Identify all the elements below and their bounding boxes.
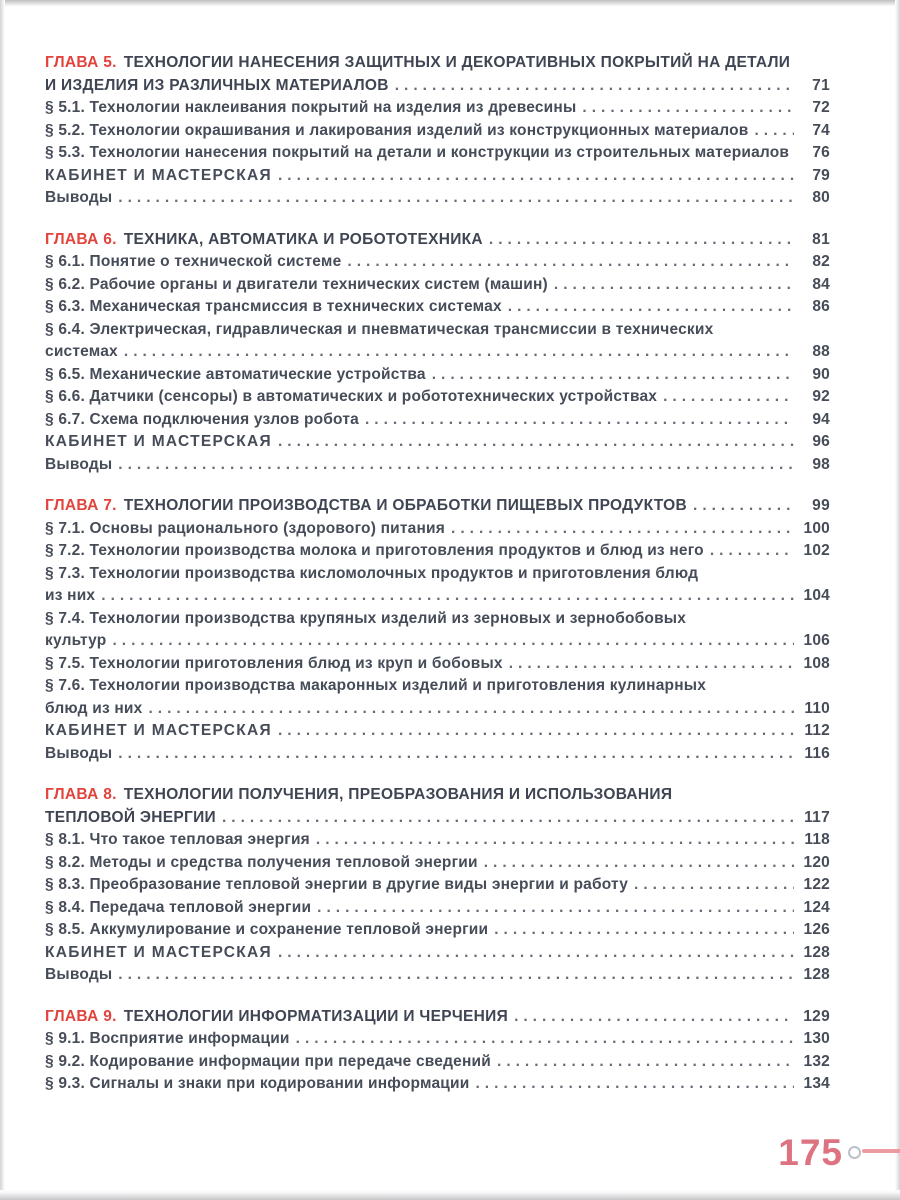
toc-item[interactable] (45, 364, 830, 387)
toc-entry-page-ref: 118 (804, 831, 830, 848)
toc-entry-page-ref: 117 (804, 808, 830, 826)
toc-entry-lastline (45, 296, 830, 319)
toc-entry-page-ref: 76 (812, 144, 830, 161)
toc-entry-page-ref: 132 (803, 1052, 830, 1070)
toc-item[interactable] (45, 518, 830, 541)
toc-entry-text (45, 165, 794, 188)
toc-entry-text-span: § 9.3. Сигналы и знаки при кодировании информации (45, 1075, 470, 1092)
toc-entry-lastline (45, 829, 830, 852)
toc-chapter (45, 1006, 830, 1096)
toc-entry-text-span: § 6.5. Механические автоматические устройства (45, 365, 426, 383)
toc-entry-lastline (45, 1073, 830, 1096)
toc-entry-text-span: § 5.2. Технологии окрашивания и лакирования изделий из конструкционных материалов (45, 121, 749, 139)
toc-entry-text-span: § 8.2. Методы и средства получения тепловой энергии (45, 853, 478, 871)
toc-entry-lastline (45, 585, 830, 608)
toc-entry-text-span: КАБИНЕТ И МАСТЕРСКАЯ (45, 943, 272, 961)
toc-entry-text-span: § 8.4. Передача тепловой энергии (45, 898, 312, 916)
toc-entry-lastline (45, 964, 830, 987)
toc-entry-lastline (45, 454, 830, 477)
toc-item[interactable] (45, 874, 830, 897)
toc-chapter (45, 495, 830, 765)
toc-entry-text (45, 807, 794, 830)
toc-entry-text (45, 942, 794, 965)
toc-item[interactable] (45, 964, 830, 987)
toc-entry-text-span: КАБИНЕТ И МАСТЕРСКАЯ (45, 166, 272, 184)
toc-entry-text: ТЕХНОЛОГИИ ПОЛУЧЕНИЯ, ПРЕОБРАЗОВАНИЯ И ИСПОЛЬЗОВАНИЯ (123, 786, 673, 803)
toc-entry-text-span: § 8.1. Что такое тепловая энергия (45, 831, 310, 848)
toc-entry-text-span: § 6.3. Механическая трансмиссия в технических системах (45, 298, 502, 315)
toc-entry-text-span: КАБИНЕТ И МАСТЕРСКАЯ (45, 722, 272, 739)
toc-entry-lastline (45, 1028, 830, 1051)
toc-entry-page-ref: 108 (803, 654, 830, 672)
toc-entry-text: § 6.4. Электрическая, гидравлическая и пневматическая трансмиссии в технических (45, 320, 714, 338)
toc-entry-lastline (45, 431, 830, 454)
toc-entry-text (45, 274, 794, 297)
toc-entry-lastline (45, 229, 830, 252)
toc-entry-text (45, 829, 794, 852)
page-edge-bottom (0, 1190, 900, 1200)
toc-entry-page-ref: 128 (803, 966, 830, 983)
chapter-label: ГЛАВА 6. (45, 230, 117, 248)
toc-chapter-title[interactable] (45, 784, 830, 829)
toc-entry-text-span: Выводы (45, 189, 113, 206)
toc-entry-text (45, 341, 794, 364)
toc-entry-line (45, 608, 830, 631)
toc-entry-text-span: ТЕХНИКА, АВТОМАТИКА И РОБОТОТЕХНИКА (123, 230, 483, 248)
toc-entry-text (45, 229, 794, 252)
toc-entry-line (45, 563, 830, 586)
toc-entry-text (45, 1051, 794, 1074)
toc-entry-lastline (45, 409, 830, 432)
toc-item[interactable] (45, 563, 830, 608)
toc-entry-text-span: И ИЗДЕЛИЯ ИЗ РАЗЛИЧНЫХ МАТЕРИАЛОВ (45, 76, 389, 94)
toc-entry-text-span: КАБИНЕТ И МАСТЕРСКАЯ (45, 433, 272, 450)
toc-item[interactable] (45, 608, 830, 653)
toc-entry-text: § 7.6. Технологии производства макаронных изделий и приготовления кулинарных (45, 677, 707, 694)
toc-entry-lastline (45, 120, 830, 143)
toc-item[interactable] (45, 1051, 830, 1074)
toc-entry-text-span: § 9.2. Кодирование информации при передаче сведений (45, 1052, 492, 1070)
toc-entry-lastline (45, 698, 830, 721)
toc-entry-text (45, 518, 794, 541)
toc-entry-text (45, 1028, 794, 1051)
toc-entry-page-ref: 98 (812, 455, 830, 473)
toc-entry-lastline (45, 165, 830, 188)
toc-entry-page-ref: 86 (812, 298, 830, 315)
toc-entry-text-span: § 7.1. Основы рационального (здорового) питания (45, 519, 446, 537)
toc-entry-page-ref: 99 (812, 497, 830, 514)
marker-line-icon (862, 1149, 900, 1153)
toc-entry-lastline (45, 518, 830, 541)
toc-entry-lastline (45, 743, 830, 766)
toc-item[interactable] (45, 1028, 830, 1051)
toc-entry-text (45, 1006, 794, 1029)
toc-entry-lastline (45, 653, 830, 676)
toc-entry-page-ref: 104 (803, 587, 830, 604)
toc-item[interactable] (45, 274, 830, 297)
toc-entry-text (45, 919, 794, 942)
toc-entry-text-span: § 8.3. Преобразование тепловой энергии в другие виды энергии и работу (45, 876, 629, 893)
toc-entry-text (45, 964, 794, 987)
toc-entry-text-span: Выводы (45, 966, 113, 983)
toc-entry-page-ref: 130 (803, 1030, 830, 1047)
toc-item[interactable] (45, 540, 830, 563)
toc-entry-page-ref: 128 (803, 943, 830, 961)
toc-entry-text (45, 431, 794, 454)
toc-entry-text (45, 454, 794, 477)
toc-entry-text (45, 1073, 794, 1096)
toc-item[interactable] (45, 319, 830, 364)
toc-item[interactable] (45, 942, 830, 965)
toc-entry-lastline (45, 364, 830, 387)
toc-entry-page-ref: 81 (812, 230, 830, 248)
toc-entry-text (45, 251, 794, 274)
toc-entry-page-ref: 88 (812, 343, 830, 360)
toc-entry-text-span: § 9.1. Восприятие информации (45, 1030, 290, 1047)
page-marker-icon (848, 1144, 900, 1158)
table-of-contents (45, 52, 830, 1096)
toc-entry-text (45, 187, 794, 210)
toc-entry-lastline (45, 919, 830, 942)
toc-entry-text (45, 874, 794, 897)
toc-chapter-title[interactable] (45, 229, 830, 252)
toc-entry-text (45, 630, 794, 653)
toc-entry-lastline (45, 540, 830, 563)
toc-entry-page-ref: 96 (812, 433, 830, 450)
toc-entry-text (45, 852, 794, 875)
toc-entry-text-span: § 6.7. Схема подключения узлов робота (45, 410, 359, 428)
toc-chapter-title[interactable] (45, 52, 830, 97)
toc-item[interactable] (45, 852, 830, 875)
toc-entry-text (45, 409, 794, 432)
toc-chapter-title[interactable] (45, 1006, 830, 1029)
toc-entry-lastline (45, 942, 830, 965)
toc-entry-text (45, 698, 794, 721)
toc-entry-page-ref: 100 (803, 519, 830, 537)
toc-item[interactable] (45, 919, 830, 942)
toc-entry-line (45, 784, 830, 807)
toc-entry-page-ref: 79 (812, 166, 830, 184)
toc-item[interactable] (45, 409, 830, 432)
toc-entry-lastline (45, 75, 830, 98)
toc-entry-text (45, 495, 794, 518)
toc-entry-text: § 7.3. Технологии производства кисломолочных продуктов и приготовления блюд (45, 564, 699, 582)
toc-item[interactable] (45, 897, 830, 920)
toc-entry-lastline (45, 274, 830, 297)
toc-entry-page-ref: 92 (812, 388, 830, 405)
chapter-label: ГЛАВА 9. (45, 1007, 117, 1025)
page-number: 175 (778, 1132, 843, 1173)
toc-entry-text-span: Выводы (45, 744, 113, 762)
page-edge-top (0, 0, 900, 7)
toc-entry-lastline (45, 630, 830, 653)
toc-entry-lastline (45, 341, 830, 364)
toc-entry-lastline (45, 97, 830, 120)
toc-chapter (45, 784, 830, 987)
toc-entry-lastline (45, 142, 830, 165)
toc-entry-lastline (45, 720, 830, 743)
toc-entry-text-span: § 6.6. Датчики (сенсоры) в автоматических и робототехнических устройствах (45, 388, 658, 405)
toc-entry-page-ref: 120 (803, 853, 830, 871)
toc-entry-lastline (45, 386, 830, 409)
toc-entry-text (45, 653, 794, 676)
toc-entry-text-span: Выводы (45, 455, 113, 473)
toc-entry-text (45, 897, 794, 920)
toc-entry-text-span: ТЕХНОЛОГИИ ИНФОРМАТИЗАЦИИ И ЧЕРЧЕНИЯ (123, 1007, 509, 1025)
toc-chapter (45, 52, 830, 210)
toc-entry-page-ref: 126 (803, 921, 830, 938)
toc-entry-lastline (45, 852, 830, 875)
toc-item[interactable] (45, 653, 830, 676)
toc-item[interactable] (45, 829, 830, 852)
toc-chapter-title[interactable] (45, 495, 830, 518)
toc-item[interactable] (45, 1073, 830, 1096)
toc-entry-page-ref: 74 (812, 121, 830, 139)
toc-entry-line (45, 319, 830, 342)
toc-entry-text-span: § 7.2. Технологии производства молока и приготовления продуктов и блюд из него (45, 542, 704, 559)
toc-entry-page-ref: 90 (812, 365, 830, 383)
toc-entry-lastline (45, 187, 830, 210)
toc-entry-page-ref: 129 (803, 1007, 830, 1025)
toc-entry-page-ref: 84 (812, 275, 830, 293)
toc-entry-text-span: ТЕПЛОВОЙ ЭНЕРГИИ (45, 808, 216, 826)
toc-entry-text: ТЕХНОЛОГИИ НАНЕСЕНИЯ ЗАЩИТНЫХ И ДЕКОРАТИВНЫХ ПОКРЫТИЙ НА ДЕТАЛИ (123, 54, 791, 71)
toc-entry-text-span: блюд из них (45, 699, 143, 717)
toc-item[interactable] (45, 142, 830, 165)
toc-item[interactable] (45, 743, 830, 766)
toc-entry-lastline (45, 874, 830, 897)
toc-entry-text (45, 364, 794, 387)
toc-entry-page-ref: 106 (803, 632, 830, 649)
toc-chapter (45, 229, 830, 477)
toc-entry-text (45, 120, 794, 143)
toc-item[interactable] (45, 251, 830, 274)
toc-entry-text (45, 720, 794, 743)
chapter-label: ГЛАВА 5. (45, 54, 117, 71)
toc-entry-text (45, 75, 794, 98)
chapter-label: ГЛАВА 7. (45, 497, 117, 514)
page-edge-right (895, 0, 900, 1200)
toc-item[interactable] (45, 165, 830, 188)
toc-entry-page-ref: 134 (803, 1075, 830, 1092)
toc-item[interactable] (45, 675, 830, 720)
toc-entry-page-ref: 102 (803, 542, 830, 559)
toc-entry-line (45, 52, 830, 75)
toc-entry-lastline (45, 251, 830, 274)
toc-item[interactable] (45, 187, 830, 210)
toc-entry-page-ref: 80 (812, 189, 830, 206)
toc-entry-text-span: § 7.5. Технологии приготовления блюд из круп и бобовых (45, 654, 503, 672)
toc-entry-page-ref: 124 (803, 898, 830, 916)
page-edge-left (0, 0, 5, 1200)
toc-entry-page-ref: 72 (812, 99, 830, 116)
toc-entry-lastline (45, 897, 830, 920)
toc-item[interactable] (45, 431, 830, 454)
marker-circle-icon (848, 1146, 861, 1159)
toc-entry-lastline (45, 1006, 830, 1029)
toc-entry-page-ref: 112 (804, 722, 830, 739)
toc-item[interactable] (45, 386, 830, 409)
toc-item[interactable] (45, 120, 830, 143)
toc-entry-page-ref: 71 (812, 76, 830, 94)
toc-entry-lastline (45, 495, 830, 518)
toc-entry-lastline (45, 1051, 830, 1074)
toc-item[interactable] (45, 97, 830, 120)
toc-entry-text (45, 142, 794, 165)
toc-entry-text-span: ТЕХНОЛОГИИ ПРОИЗВОДСТВА И ОБРАБОТКИ ПИЩЕВЫХ ПРОДУКТОВ (123, 497, 688, 514)
toc-item[interactable] (45, 296, 830, 319)
toc-entry-text (45, 97, 794, 120)
toc-item[interactable] (45, 720, 830, 743)
toc-entry-page-ref: 110 (804, 699, 830, 717)
toc-entry-text-span: § 6.2. Рабочие органы и двигатели технических систем (машин) (45, 275, 548, 293)
toc-entry-text-span: § 5.3. Технологии нанесения покрытий на детали и конструкции из строительных материалов (45, 144, 790, 161)
toc-entry-text: § 7.4. Технологии производства крупяных изделий из зерновых и зернобобовых (45, 609, 687, 627)
toc-entry-text-span: § 6.1. Понятие о технической системе (45, 253, 342, 270)
toc-entry-text (45, 296, 794, 319)
toc-entry-text (45, 386, 794, 409)
toc-entry-line (45, 675, 830, 698)
toc-entry-lastline (45, 807, 830, 830)
toc-entry-text-span: культур (45, 632, 107, 649)
toc-entry-text (45, 540, 794, 563)
chapter-label: ГЛАВА 8. (45, 786, 117, 803)
toc-entry-text (45, 585, 794, 608)
toc-entry-page-ref: 122 (803, 876, 830, 893)
toc-entry-text-span: системах (45, 343, 118, 360)
toc-item[interactable] (45, 454, 830, 477)
toc-entry-page-ref: 94 (812, 410, 830, 428)
toc-entry-text (45, 743, 794, 766)
toc-entry-text-span: из них (45, 587, 96, 604)
toc-entry-page-ref: 116 (804, 744, 830, 762)
toc-entry-page-ref: 82 (812, 253, 830, 270)
toc-entry-text-span: § 5.1. Технологии наклеивания покрытий на изделия из древесины (45, 99, 577, 116)
toc-entry-text-span: § 8.5. Аккумулирование и сохранение тепловой энергии (45, 921, 489, 938)
